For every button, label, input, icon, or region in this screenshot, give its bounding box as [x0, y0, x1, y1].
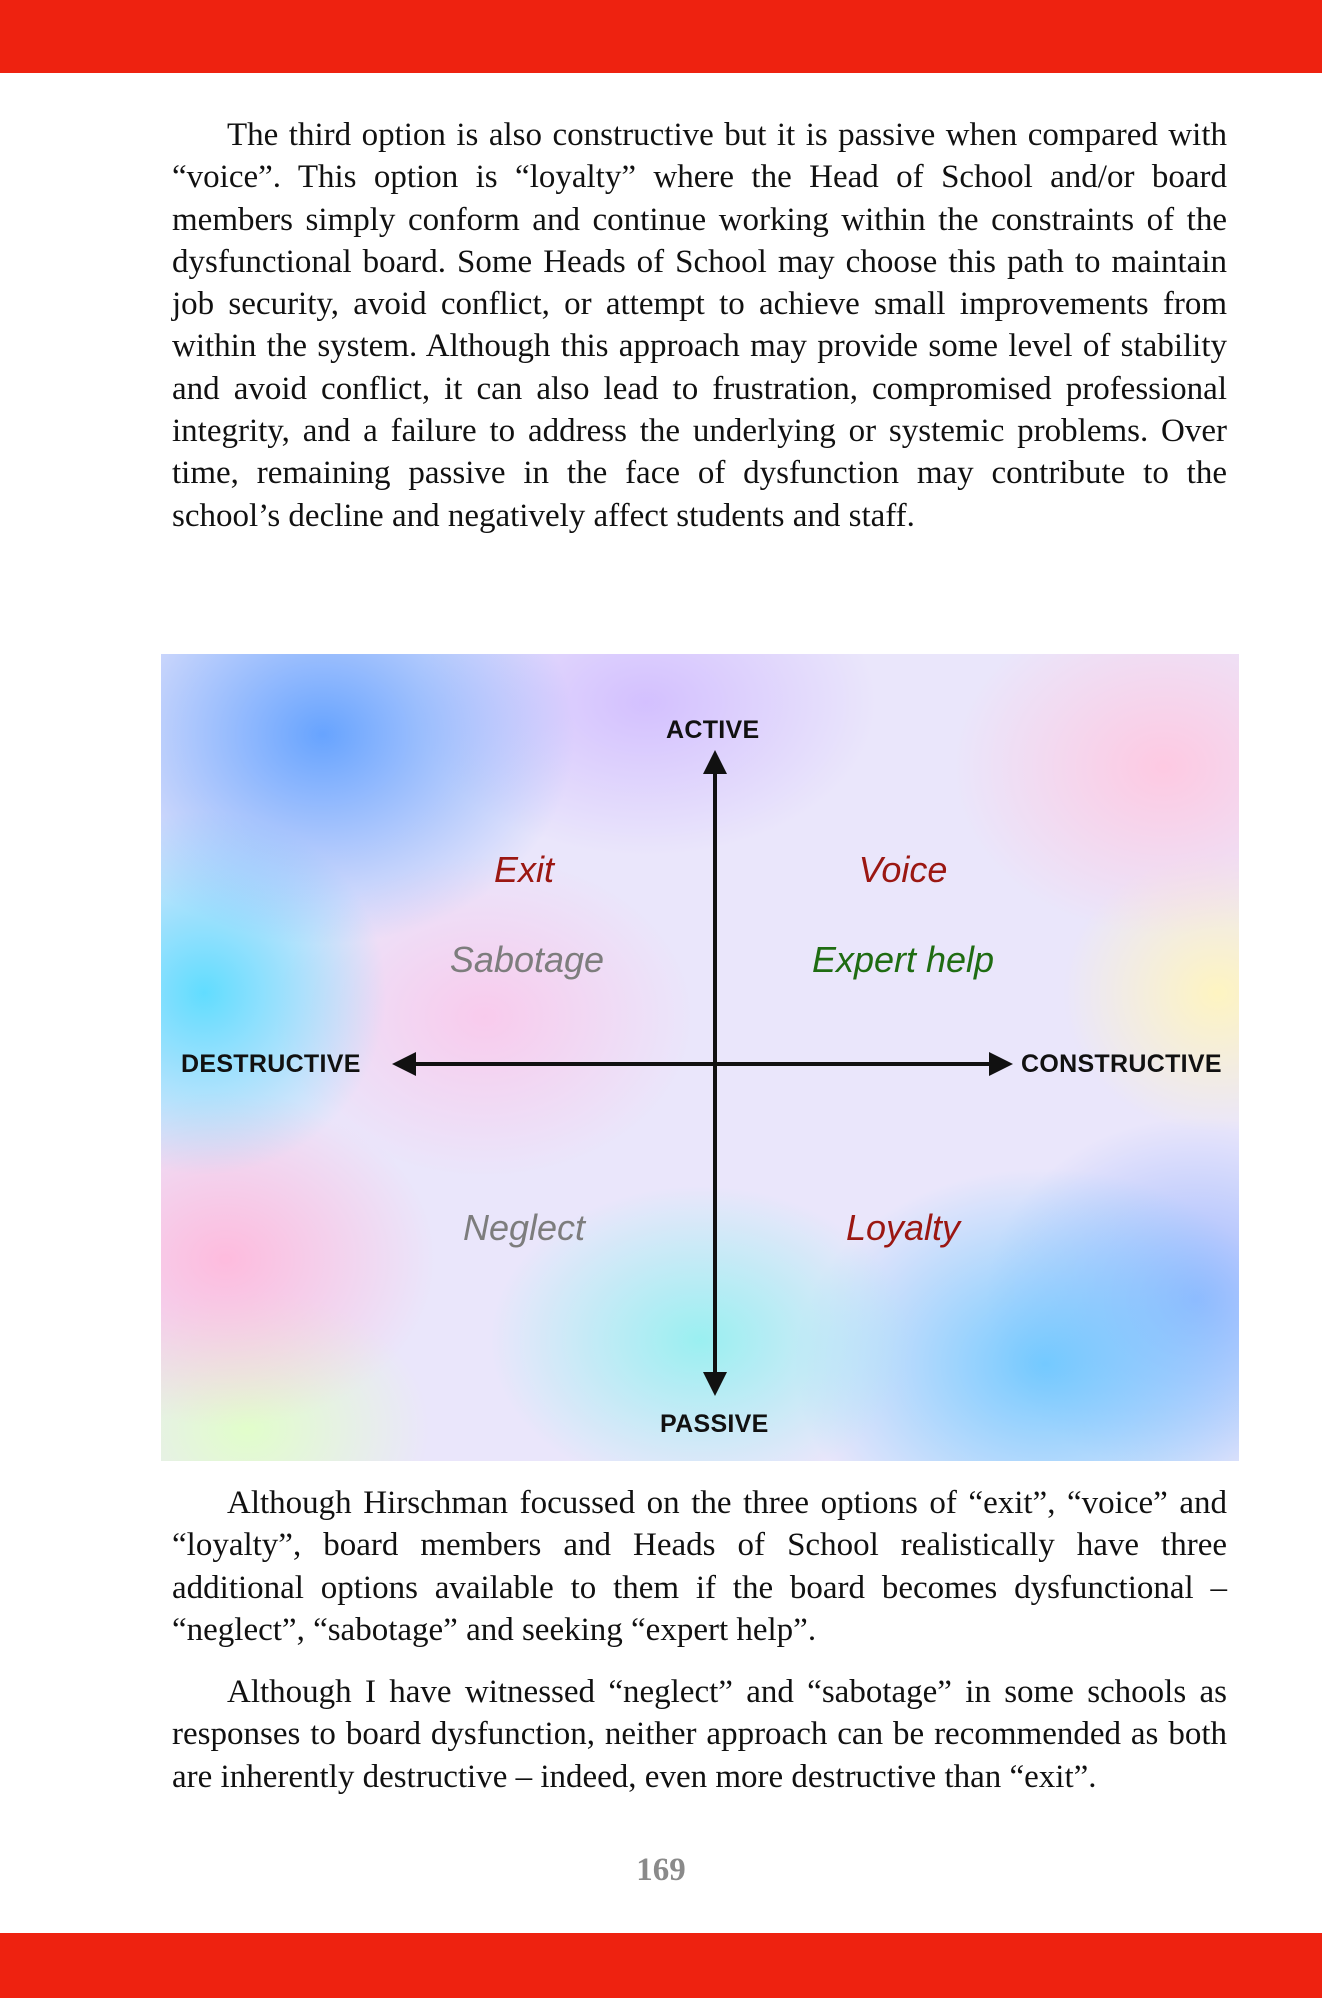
axis-label-passive: PASSIVE [660, 1410, 769, 1438]
top-banner [0, 0, 1322, 73]
paragraph-additional-options: Although Hirschman focussed on the three options of “exit”, “voice” and “loyalty”, board members and Heads of School realistically have three additional options available to them if the board becomes dysfunctional – “neglect”, “sabotage” and seeking “expert help”. [172, 1485, 1227, 1648]
axis-label-destructive: DESTRUCTIVE [181, 1050, 361, 1078]
bottom-banner [0, 1933, 1322, 1998]
quadrant-label-expert-help: Expert help [811, 939, 995, 980]
quadrant-label-neglect: Neglect [462, 1207, 586, 1248]
paragraph-neglect-sabotage: Although I have witnessed “neglect” and “sabotage” in some schools as responses to board dysfunction, neither approach can be recommended as both are inherently destructive – indeed, even more destructive than “exit”. [172, 1674, 1227, 1795]
page-number: 169 [636, 1852, 686, 1888]
quadrant-label-sabotage: Sabotage [449, 939, 605, 980]
axis-label-active: ACTIVE [666, 716, 760, 744]
quadrant-label-loyalty: Loyalty [845, 1207, 961, 1248]
quadrant-label-voice: Voice [858, 849, 948, 890]
exit-voice-loyalty-diagram [161, 654, 1239, 1461]
axis-label-constructive: CONSTRUCTIVE [1021, 1050, 1222, 1078]
quadrant-label-exit: Exit [493, 849, 555, 890]
paragraph-loyalty: The third option is also constructive but it is passive when compared with “voice”. This option is “loyalty” where the Head of School and/or board members simply conform and continue working within the constraints of the dysfunctional board. Some Heads of School may choose this path to maintain job security, avoid conflict, or attempt to achieve small improvements from within the system. Although this approach may provide some level of stability and avoid conflict, it can also lead to frustration, compromised professional integrity, and a failure to address the underlying or systemic problems. Over time, remaining passive in the face of dysfunction may contribute to the school’s decline and negatively affect students and staff. [172, 117, 1227, 534]
